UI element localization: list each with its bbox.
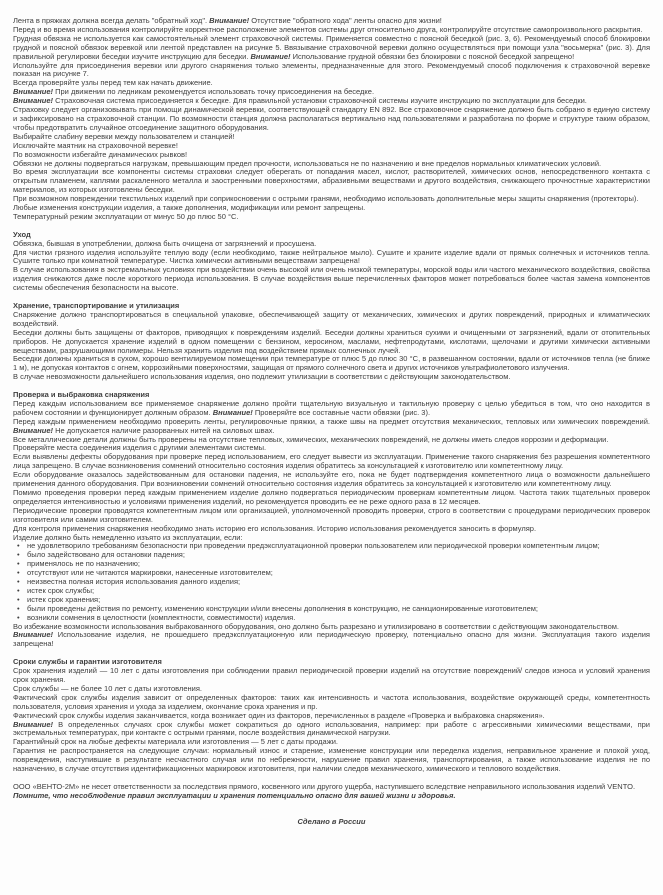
text-run: Лента в пряжках должна всегда делать "обратный ход". (13, 16, 210, 25)
text-run: Гарантийный срок на любые дефекты материала или изготовления — 5 лет с даты продажи. (13, 737, 338, 747)
text-run: Фактический срок службы изделия зависит от определенных факторов: таких как интенсивность и частота использования, воздействие окружающей среды, компетентность пользователя, условия хранения и ухода за изделием, окончание срока хранения и пр. (13, 692, 650, 711)
section-heading: Хранение, транспортирование и утилизация (13, 300, 180, 310)
text-run: Если выявлены дефекты оборудования при проверке перед использованием, его следует вывести из эксплуатации. Применение такого снаряжения без разрешения компетентного лица запрещено. В случае возникновения сомнений относительно состояния изделия обратитесь за консультацией к изготовителю или компетентному лицу. (13, 452, 650, 471)
text-run: Страховочная система присоединяется к беседке. Для правильной установки страховочной системы изучите инструкцию по эксплуатации для беседки. (53, 96, 587, 106)
text-run: Выбирайте слабину веревки между пользователем и станцией! (13, 131, 235, 141)
paragraph (13, 213, 650, 222)
paragraph (13, 418, 650, 436)
text-run: Все металлические детали должны быть проверены на отсутствие тепловых, химических, механических повреждений, не должны иметь следов коррозии и деформации. (13, 434, 609, 444)
paragraph (13, 747, 650, 774)
text-run: Беседки должны храниться в сухом, хорошо вентилируемом помещении при температуре от плюс 5 до плюс 30 °C, в развешанном состоянии, вдали от источников тепла (не ближе 1 м), не допуская контактов с огнем, коррозийными поверхностями, защищая от прямого солнечного света и других источников ультрафиолетового излучения. (13, 354, 650, 373)
paragraph (13, 168, 650, 195)
emphasis-run: Внимание! (250, 51, 291, 61)
bullet-icon: • (17, 568, 20, 578)
text-run: Изделие должно быть немедленно изъято из эксплуатации, если: (13, 532, 243, 542)
emphasis-run: Внимание! (13, 630, 54, 640)
paragraph (13, 373, 650, 382)
text-run: Беседки должны быть защищены от факторов, приводящих к повреждениям изделий. Беседки должны храниться сухими и очищенными от загрязнений, вдали от отопительных приборов. Не допускается хранение изделий в одном помещении с бензином, керосином, маслами, нефтепродутами, кислотами, щелочами и другими химически активными веществами, разрушающими полимеры. Нельзя хранить изделия под воздействием прямых солнечных лучей. (13, 327, 650, 355)
paragraph (13, 489, 650, 507)
text-run: Периодические проверки проводятся компетентным лицом или организацией, уполномоченной проводить проверки, строго в соответствии с процедурами периодических проверок изготовителя или самим изготовителем. (13, 505, 650, 524)
blank-line (13, 801, 650, 810)
section-heading: Сроки службы и гарантии изготовителя (13, 657, 162, 667)
text-run: Срок хранения изделий — 10 лет с даты изготовления при соблюдении правил периодической проверки изделий на отсутствие повреждений/ следов износа и условий хранения срок хранения. (13, 666, 650, 684)
bullet-text: не удовлетворило требованиям безопасности при проведении предэксплуатационной проверки пользователем или периодической проверки компетентным лицом; (27, 541, 600, 551)
text-run: В определенных случаях срок службы может сократиться до одного использования, например: при работе с агрессивными химическими веществами, при экстремальных температурах, при контакте с острыми гранями, после воздействия динамической нагрузки. (13, 719, 650, 738)
text-run: Не допускается наличие разорванных нитей на силовых швах. (53, 425, 275, 435)
paragraph (13, 792, 650, 801)
paragraph (13, 721, 650, 739)
text-run: Перед и во время использования контролируйте корректное расположение элементов системы друг относительно друга, контролируйте отсутствие самопроизвольного раскрытия. (13, 24, 643, 34)
text-run: Если оборудование оказалось задействованным для остановки падения, не используйте его, пока не будет подтверждения компетентного лица о возможности дальнейшего применения данного оборудования. При возникновении сомнений относительно состояния изделия обратитесь за консультацией к изготовителю или компетентному лицу. (13, 470, 650, 489)
text-run: Гарантия не распространяется на следующие случаи: нормальный износ и старение, изменение конструкции или переделка изделия, неправильное хранение и плохой уход, повреждения, наступившие в результате несчастного случая или по небрежности, нарушение правил хранения, транспортирования, а также использование изделия не по назначению, в случае отсутствия идентификационных маркировок изготовителя, при наличии следов механического, химического и теплового воздействия. (13, 746, 650, 774)
bullet-icon: • (17, 541, 20, 551)
bullet-icon: • (17, 612, 20, 622)
bullet-item (13, 587, 650, 596)
bullet-text: возникли сомнения в целостности (комплектности, совместимости) изделия. (27, 612, 296, 622)
text-run: Температурный режим эксплуатации от минус 50 до плюс 50 °C. (13, 211, 239, 221)
text-run: Для чистки грязного изделия используйте теплую воду (если необходимо, также нейтральное мыло). Сушите и храните изделие вдали от прямых солнечных и источников тепла. Сушите только при комнатной температуре. Чистка химически активными веществами запрещена! (13, 247, 650, 266)
paragraph (13, 266, 650, 293)
text-run: Снаряжение должно транспортироваться в специальной упаковке, обеспечивающей защиту от механических, химических и других повреждений, природных и климатических воздействий. (13, 309, 650, 328)
text-run: Обвязка, бывшая в употреблении, должна быть очищена от загрязнений и просушена. (13, 238, 317, 248)
bullet-icon: • (17, 585, 20, 595)
text-run: Перед каждым использованием все применяемое снаряжение должно пройти тщательную визуальную и тактильную проверку с целью убедиться в том, что оно находится в рабочем состоянии и функционирует должным образом. (13, 398, 650, 417)
paragraph (13, 471, 650, 489)
text-run: По возможности избегайте динамических рывков! (13, 149, 188, 159)
bullet-text: применялось не по назначению; (27, 559, 140, 569)
paragraph (13, 667, 650, 685)
section-heading: Уход (13, 229, 31, 239)
bullet-text: истек срок службы; (27, 585, 95, 595)
text-run: Проверяйте места соединения изделия с другими элементами системы. (13, 443, 267, 453)
paragraph (13, 631, 650, 649)
paragraph (13, 453, 650, 471)
bullet-icon: • (17, 577, 20, 587)
paragraph (13, 311, 650, 329)
text-run: Помимо проведения проверки перед каждым применением изделие должно подвергаться периодическим проверкам компетентным лицом. Частота таких тщательных проверок определяется интенсивностью и условиями применения изделий, но рекомендуется проводить ее не реже одного раза в 12 месяцев. (13, 487, 650, 506)
paragraph (13, 62, 650, 80)
bullet-text: неизвестна полная история использования данного изделия; (27, 577, 241, 587)
bullet-icon: • (17, 603, 20, 613)
bullet-text: были проведены действия по ремонту, изменению конструкции и/или внесены дополнения в конструкцию, не санкционированные изготовителем; (27, 603, 538, 613)
paragraph (13, 35, 650, 62)
paragraph (13, 249, 650, 267)
text-run: Для контроля применения снаряжения необходимо знать историю его использования. Историю использования рекомендуется заносить в формуляр. (13, 523, 537, 533)
emphasis-run: Сделано в России (297, 817, 366, 827)
text-run: Всегда проверяйте узлы перед тем как начать движение. (13, 78, 213, 88)
bullet-item (13, 578, 650, 587)
bullet-icon: • (17, 550, 20, 560)
text-run: Отсутствие "обратного хода" ленты опасно для жизни! (249, 16, 442, 25)
text-run: При возможном повреждении текстильных изделий при соприкосновении с острыми гранями, необходимо использовать дополнительные меры защиты снаряжения (протекторы). (13, 194, 639, 204)
text-run: Срок службы — не более 10 лет с даты изготовления. (13, 683, 202, 693)
emphasis-run: Внимание! (13, 425, 54, 435)
emphasis-run: Внимание! (13, 96, 54, 106)
paragraph (13, 329, 650, 356)
emphasis-run: Внимание! (13, 87, 54, 97)
text-run: Обвязки не должны подвергаться нагрузкам, превышающим предел прочности, использоваться не по назначению и вне пределов нормальных климатических условий. (13, 158, 602, 168)
paragraph (13, 694, 650, 712)
text-run: Исключайте маятник на страховочной веревке! (13, 140, 178, 150)
text-run: В случае невозможности дальнейшего использования изделия, оно подлежит утилизации в соответствии с действующим законодательством. (13, 372, 511, 382)
text-run: Грудная обвязка не используется как самостоятельный элемент страховочной системы. Применяется совместно с поясной беседкой (рис. 3, 6). Рекомендуемый способ блокировки грудной и поясной обвязок веревкой или лентой представлен на рисунке 5. Ввязывание страховочной веревки должно осуществляться при помощи узла "восьмерка" (рис. 3). Для правильной регулировки беседки изучите инструкцию для беседки. (13, 33, 650, 61)
bullet-text: истек срок хранения; (27, 594, 101, 604)
paragraph (13, 400, 650, 418)
text-run: При движении по ледникам рекомендуется использовать точку присоединения на беседке. (53, 87, 375, 97)
emphasis-run: Внимание! (212, 407, 253, 417)
paragraph (13, 507, 650, 525)
section-heading: Проверка и выбраковка снаряжения (13, 390, 150, 400)
text-run: Перед каждым применением необходимо проверить ленты, регулировочные пряжки, а также швы на предмет отсутствия механических, тепловых или химических повреждений. (13, 416, 650, 426)
emphasis-run: Помните, что несоблюдение правил эксплуатации и хранения потенциально опасно для вашей жизни и здоровья. (13, 790, 456, 800)
text-run: Во время эксплуатации все компоненты системы страховки следует оберегать от попадания масел, кислот, растворителей, химических основ, непосредственного контакта с открытым пламенем, каплями раскаленного металла и заостренными поверхностями, абразивными веществами и другого воздействия, снижающего прочностные характеристики материалов, из которых изготовлены беседки. (13, 167, 650, 195)
bullet-icon: • (17, 559, 20, 569)
document-content (13, 17, 650, 827)
text-run: Страховку следует организовывать при помощи динамической веревки, соответствующей стандарту EN 892. Все страховочное снаряжение должно быть собрано в единую систему и зафиксировано на страховочной станции. По возможности станция должна располагаться вертикально над пользователями и разработана по форме и структуре таким образом, чтобы предотвратить случайное отсоединение защитного оборудования. (13, 105, 650, 132)
text-run: Фактический срок службы изделия заканчивается, когда возникает один из факторов, перечисленных в разделе «Проверка и выбраковка снаряжения». (13, 710, 545, 720)
text-run: Во избежание возможности использования выбракованного оборудования, оно должно быть разрезано и утилизировано в соответствии с действующим законодательством. (13, 621, 619, 631)
emphasis-run: Внимание! (209, 16, 250, 25)
bullet-icon: • (17, 594, 20, 604)
text-run: Любые изменения конструкции изделия, а также дополнения, модификации или ремонт запрещены. (13, 203, 366, 213)
text-run: В случае использования в экстремальных условиях при воздействии очень высокой или очень низкой температуры, морской воды или частого механического воздействия, свойства изделия снижаются даже после короткого периода использования. В случае воздействия выше перечисленных факторов может потребоваться более частая замена компонентов системы обеспечения безопасности на высоте. (13, 265, 650, 293)
text-run: Проверяйте все составные части обвязки (рис. 3). (252, 407, 431, 417)
text-run: Использование изделия, не прошедшего предэксплуатационную или периодическую проверку, потенциально опасно для жизни. Эксплуатация такого изделия запрещена! (13, 630, 650, 649)
bullet-text: отсутствуют или не читаются маркировки, нанесенные изготовителем; (27, 568, 273, 578)
paragraph (13, 106, 650, 133)
paragraph (13, 355, 650, 373)
text-run: Использование грудной обвязки без блокировки с поясной беседкой запрещено! (290, 51, 575, 61)
text-run: ООО «ВЕНТО-2М» не несет ответственности за последствия прямого, косвенного или другого ущерба, наступившего вследствие неправильного использования изделий VENTO. (13, 781, 636, 791)
text-run: Используйте для присоединения веревки или другого снаряжения только элементы, предназначенные для этого. Рекомендуемый способ подключения к страховочной веревке показан на рисунке 7. (13, 60, 650, 79)
made-in-note (13, 818, 650, 827)
emphasis-run: Внимание! (13, 719, 54, 729)
bullet-text: было задействовано для остановки падения; (27, 550, 185, 560)
